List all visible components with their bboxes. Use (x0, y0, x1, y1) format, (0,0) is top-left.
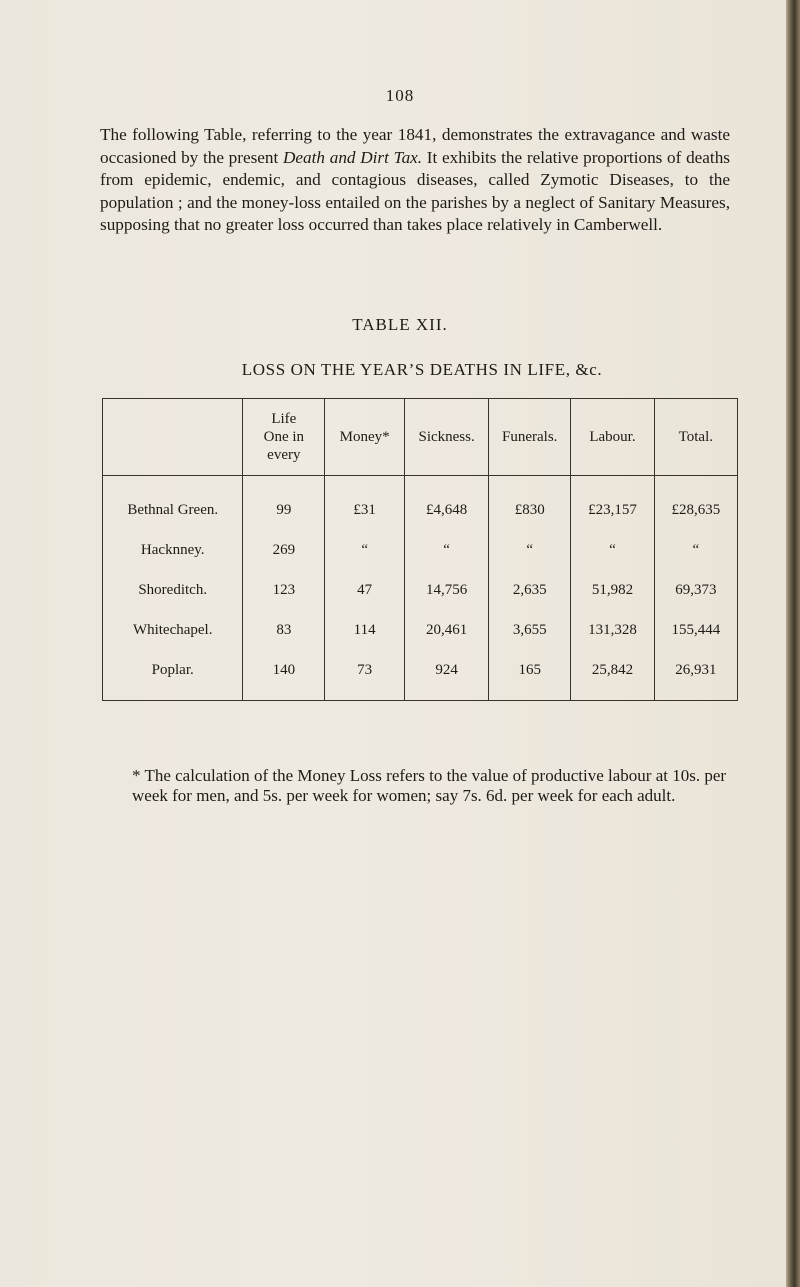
intro-paragraph (100, 124, 730, 237)
cell-sickness: £4,648 (405, 476, 489, 531)
footnote: * The calculation of the Money Loss refers to the value of productive labour at 10s. per week for men, and 5s. per week for women; say 7s. 6d. per week for each adult. (132, 766, 727, 805)
header-total: Total. (654, 399, 737, 476)
intro-text-start: The following Table, referring to the year 1841, demonstrates the extravagance and waste occasioned by the present (100, 125, 730, 167)
cell-total: £28,635 (654, 476, 737, 531)
cell-life: 83 (243, 610, 325, 650)
cell-labour: 25,842 (571, 650, 654, 701)
table-header-row (103, 399, 738, 476)
cell-life: 269 (243, 530, 325, 570)
header-life-line1: Life (271, 411, 297, 427)
cell-parish: Whitechapel. (103, 610, 243, 650)
table-row (103, 570, 738, 610)
table-row (103, 476, 738, 531)
cell-money: 47 (325, 570, 405, 610)
cell-funerals: “ (489, 530, 571, 570)
loss-table (102, 398, 738, 701)
page-number: 108 (385, 86, 415, 105)
cell-parish: Shoreditch. (103, 570, 243, 610)
header-labour: Labour. (571, 399, 654, 476)
header-life-line2: One in (263, 429, 305, 445)
cell-labour: 51,982 (571, 570, 654, 610)
cell-sickness: 924 (405, 650, 489, 701)
intro-text-end: It exhibits the relative proportions of deaths from epidemic, endemic, and contagious diseases, called Zymotic Diseases, to the population ; and the money-loss entailed on the parishes by a neglect of Sanitary Measures, supposing that no greater loss occurred than takes place relatively in Camberwell. (100, 147, 730, 235)
cell-money: 73 (325, 650, 405, 701)
cell-money: 114 (325, 610, 405, 650)
cell-total: “ (654, 530, 737, 570)
cell-life: 99 (243, 476, 325, 531)
cell-sickness: 20,461 (405, 610, 489, 650)
header-funerals: Funerals. (489, 399, 571, 476)
table-heading: LOSS ON THE YEAR’S DEATHS IN LIFE, &c. (241, 360, 603, 379)
header-parish (103, 399, 243, 476)
header-sickness: Sickness. (405, 399, 489, 476)
table-row (103, 610, 738, 650)
page-edge (786, 0, 800, 1287)
cell-parish: Poplar. (103, 650, 243, 701)
cell-life: 140 (243, 650, 325, 701)
table-row (103, 650, 738, 701)
cell-labour: 131,328 (571, 610, 654, 650)
intro-emphasis: Death and Dirt Tax. (283, 147, 423, 167)
cell-funerals: 2,635 (489, 570, 571, 610)
cell-money: £31 (325, 476, 405, 531)
cell-funerals: £830 (489, 476, 571, 531)
cell-labour: £23,157 (571, 476, 654, 531)
cell-total: 69,373 (654, 570, 737, 610)
cell-funerals: 165 (489, 650, 571, 701)
header-life (243, 399, 325, 476)
cell-total: 26,931 (654, 650, 737, 701)
header-money: Money* (325, 399, 405, 476)
cell-funerals: 3,655 (489, 610, 571, 650)
cell-sickness: “ (405, 530, 489, 570)
table-title: TABLE XII. (352, 315, 448, 334)
cell-life: 123 (243, 570, 325, 610)
cell-money: “ (325, 530, 405, 570)
header-life-line3: every (267, 447, 301, 463)
cell-parish: Bethnal Green. (103, 476, 243, 531)
table-row (103, 530, 738, 570)
cell-labour: “ (571, 530, 654, 570)
cell-parish: Hacknney. (103, 530, 243, 570)
cell-sickness: 14,756 (405, 570, 489, 610)
cell-total: 155,444 (654, 610, 737, 650)
